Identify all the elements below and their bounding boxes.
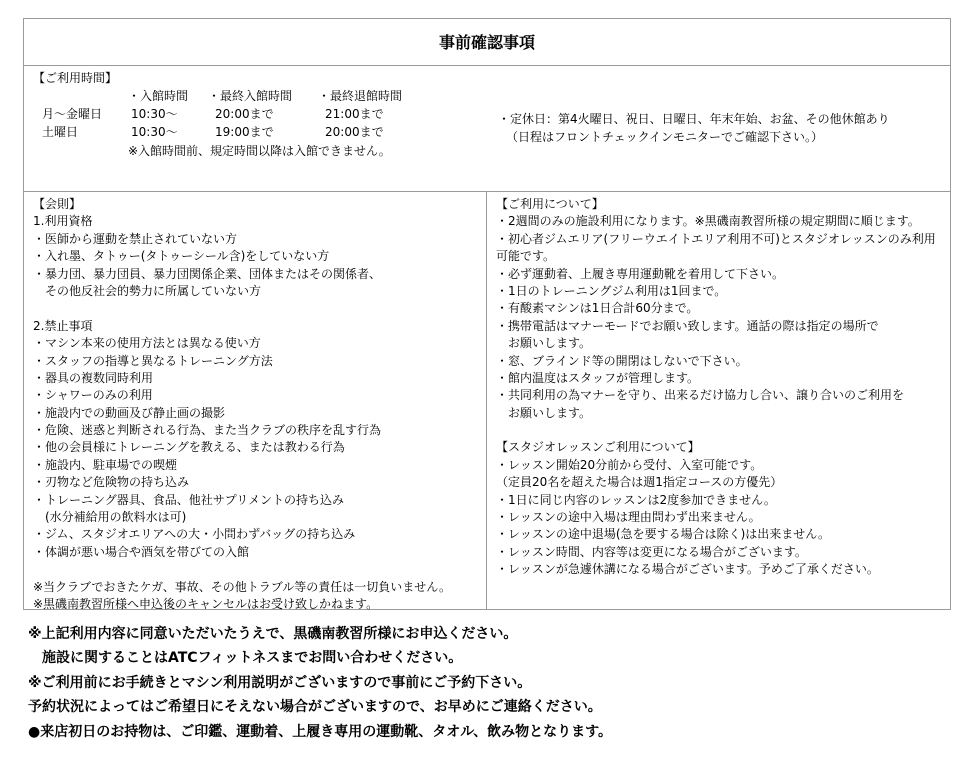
rules-line: ・トレーニング器具、食品、他社サプリメントの持ち込み [33,492,345,507]
usage-line: ・レッスンの途中退場(急を要する場合は除く)は出来ません。 [496,527,830,542]
rules-line: ・刃物など危険物の持ち込み [33,475,190,490]
rules-line: ・器具の複数同時利用 [33,370,154,385]
rules-line: ・マシン本来の使用方法とは異なる使い方 [33,336,261,351]
details-section [24,192,950,610]
usage-line: 【スタジオレッスンご利用について】 [496,440,700,455]
usage-line: ・レッスン時間、内容等は変更になる場合がございます。 [496,544,807,559]
rules-line: ・暴力団、暴力団員、暴力団関係企業、団体またはその関係者、 [33,266,382,281]
footer-line: ※上記利用内容に同意いただいたうえで、黒磯南教習所様にお申込ください。 [28,626,518,642]
holiday-note: （日程はフロントチェックインモニターでご確認下さい。） [506,130,824,144]
usage-line: ・共同利用の為マナーを守り、出来るだけ協力し合い、譲り合いのご利用を [496,388,905,403]
hours-section [24,66,950,192]
footer-line: 施設に関することはATCフィットネスまでお問い合わせください。 [28,650,463,667]
usage-line: ・有酸素マシンは1日合計60分まで。 [496,301,699,316]
usage-line: 【ご利用について】 [496,197,604,211]
usage-line: お願いします。 [496,405,592,420]
usage-line: 可能です。 [496,249,556,264]
rules-line: ※当クラブでおきたケガ、事故、その他トラブル等の責任は一切負いません。 [33,579,451,594]
hours-heading: 【ご利用時間】 [33,71,118,85]
usage-line: ・1日のトレーニングジム利用は1回まで。 [496,283,727,298]
usage-line: ・1日に同じ内容のレッスンは2度参加できません。 [496,492,776,507]
rules-line [33,561,451,578]
rules-line: ・シャワーのみの利用 [33,388,153,403]
usage-line: お願いします。 [496,336,592,351]
rules-line: ・他の会員様にトレーニングを教える、または教わる行為 [33,440,345,455]
rules-line: 1.利用資格 [33,214,93,229]
rules-text [33,196,451,613]
usage-line: ・レッスン開始20分前から受付、入室可能です。 [496,457,763,472]
usage-line: ・2週間のみの施設利用になります。※黒磯南教習所様の規定期間に順じます。 [496,214,920,229]
row-weekday-in: 10:30～ [131,107,178,121]
rules-line: ・入れ墨、タトゥー(タトゥーシール含)をしていない方 [33,249,330,264]
usage-line: ・初心者ジムエリア(フリーウエイトエリア利用不可)とスタジオレッスンのみ利用 [496,231,936,246]
row-weekday-last-in: 20:00まで [215,107,274,121]
usage-line: ・レッスンが急遽休講になる場合がございます。予めご了承ください。 [496,562,879,577]
usage-line: ・窓、ブラインド等の開閉はしないで下さい。 [496,353,748,368]
row-saturday-in: 10:30～ [131,125,178,139]
rules-line: ・危険、迷惑と判断される行為、また当クラブの秩序を乱す行為 [33,423,382,438]
page-title: 事前確認事項 [24,19,950,66]
rules-line: ・体調が悪い場合や酒気を帯びての入館 [33,544,250,559]
usage-line: ・レッスンの途中入場は理由問わず出来ません。 [496,510,761,525]
usage-line: ・携帯電話はマナーモードでお願い致します。通話の際は指定の場所で [496,318,879,333]
col-header-last-exit: ・最終退館時間 [318,89,403,103]
rules-line: ・施設内、駐車場での喫煙 [33,457,178,472]
rules-line: 【会則】 [33,197,82,211]
footer-line: 予約状況によってはご希望日にそえない場合がございますので、お早めにご連絡ください。 [28,699,602,716]
row-saturday-label: 土曜日 [42,125,79,139]
rules-line: 2.禁止事項 [33,318,93,333]
rules-column [24,192,487,610]
rules-line: (水分補給用の飲料水は可) [33,510,187,525]
footer-line: ●来店初日のお持物は、ご印鑑、運動着、上履き専用の運動靴、タオル、飲み物となります。 [28,723,612,740]
rules-line: ・スタッフの指導と異なるトレーニング方法 [33,353,273,368]
row-saturday-last-in: 19:00まで [215,125,274,139]
row-weekday-last-out: 21:00まで [325,107,384,121]
confirmation-table [23,18,951,610]
usage-text [496,196,936,579]
usage-column [487,192,950,610]
footer-line: ※ご利用前にお手続きとマシン利用説明がございますので事前にご予約下さい。 [28,674,532,691]
footer-notes [28,622,612,744]
row-saturday-last-out: 20:00まで [325,125,384,139]
row-weekday-label: 月～金曜日 [42,107,103,121]
usage-line: （定員20名を超えた場合は週1指定コースの方優先） [496,475,783,490]
hours-note: ※入館時間前、規定時間以降は入館できません。 [128,144,391,158]
rules-line: ・ジム、スタジオエリアへの大・小問わずバッグの持ち込み [33,527,356,542]
holiday-text: ・定休日：第4火曜日、祝日、日曜日、年末年始、お盆、その他休館あり [498,112,890,126]
rules-line: ※黒磯南教習所様へ申込後のキャンセルはお受け致しかねます。 [33,596,379,611]
usage-line [496,422,936,439]
col-header-last-entry: ・最終入館時間 [208,89,293,103]
col-header-entry: ・入館時間 [128,89,189,103]
usage-line: ・館内温度はスタッフが管理します。 [496,370,700,385]
rules-line: その他反社会的勢力に所属していない方 [33,283,262,298]
rules-line [33,300,451,317]
usage-line: ・必ず運動着、上履き専用運動靴を着用して下さい。 [496,266,785,281]
rules-line: ・医師から運動を禁止されていない方 [33,231,238,246]
rules-line: ・施設内での動画及び静止画の撮影 [33,405,226,420]
